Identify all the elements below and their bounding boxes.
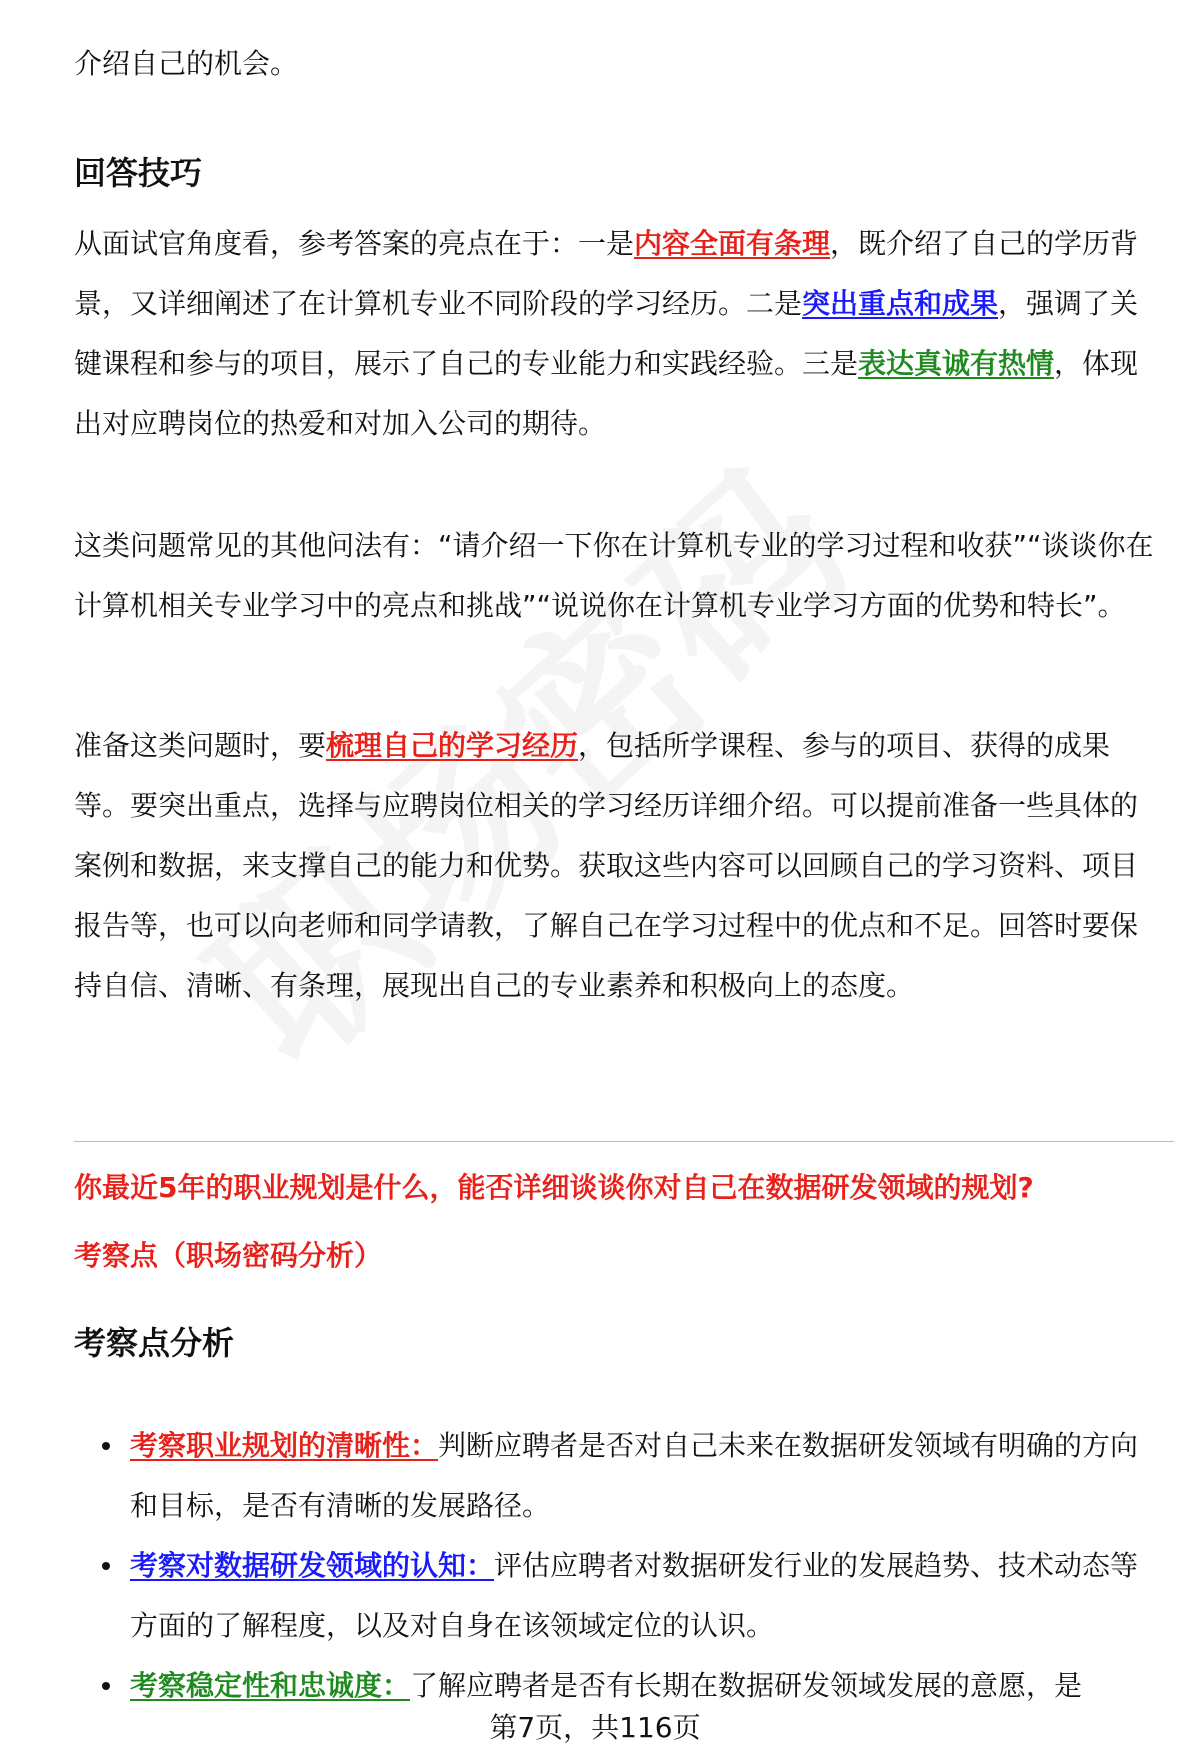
page-number-footer: 第7页，共116页 (489, 1711, 701, 1744)
paragraph-alternatives: 这类问题常见的其他问法有：“请介绍一下你在计算机专业的学习过程和收获”“谈谈你在计算机相关专业学习中的亮点和挑战”“说说你在计算机专业学习方面的优势和特长”。 (74, 529, 1154, 622)
interview-question: 你最近5年的职业规划是什么，能否详细谈谈你对自己在数据研发领域的规划? (74, 1171, 1034, 1204)
bullet-label: 考察职业规划的清晰性： (130, 1429, 439, 1462)
paragraph-preparation (74, 716, 1164, 1016)
para1-text-3: ，强调了关键课程和参与的项目，展示了自己的专业能力和实践经验。三是 (74, 287, 1139, 380)
section-title-answer-tips: 回答技巧 (74, 154, 203, 192)
para1-text-4: ，体现出对应聘岗位的热爱和对加入公司的期待。 (74, 347, 1139, 440)
para1-text-2: ，既介绍了自己的学历背景，又详细阐述了在计算机专业不同阶段的学习经历。二是 (74, 227, 1139, 320)
section-title-exam-analysis: 考察点分析 (74, 1324, 235, 1362)
exam-point-list (74, 1416, 1164, 1716)
highlight-sincere: 表达真诚有热情 (858, 347, 1055, 380)
list-item (74, 1536, 1164, 1656)
intro-tail: 介绍自己的机会。 (74, 47, 299, 80)
bullet-label: 考察对数据研发领域的认知： (130, 1549, 495, 1582)
bullet-dot (102, 1442, 110, 1450)
exam-point-label: 考察点（职场密码分析） (74, 1239, 383, 1272)
list-item (74, 1416, 1164, 1536)
para3-text-1: 准备这类问题时，要 (74, 729, 327, 762)
bullet-label: 考察稳定性和忠诚度： (130, 1669, 411, 1702)
bullet-dot (102, 1562, 110, 1570)
bullet-text: 评估应聘者对数据研发行业的发展趋势、技术动态等方面的了解程度，以及对自身在该领域定位的认识。 (130, 1549, 1139, 1642)
bullet-text: 判断应聘者是否对自己未来在数据研发领域有明确的方向和目标，是否有清晰的发展路径。 (130, 1429, 1139, 1522)
bullet-text: 了解应聘者是否有长期在数据研发领域发展的意愿，是 (410, 1669, 1083, 1702)
highlight-review-experience: 梳理自己的学习经历 (326, 729, 579, 762)
bullet-dot (102, 1682, 110, 1690)
para3-text-2: ，包括所学课程、参与的项目、获得的成果等。要突出重点，选择与应聘岗位相关的学习经历详细介绍。可以提前准备一些具体的案例和数据，来支撑自己的能力和优势。获取这些内容可以回顾自己的学习资料、项目报告等，也可以向老师和同学请教，了解自己在学习过程中的优点和不足。回答时要保持自信、清晰、有条理，展现出自己的专业素养和积极向上的态度。 (74, 729, 1139, 1002)
highlight-focus-results: 突出重点和成果 (802, 287, 999, 320)
para1-text-1: 从面试官角度看，参考答案的亮点在于：一是 (74, 227, 635, 260)
paragraph-highlights (74, 214, 1164, 454)
section-divider (74, 1141, 1174, 1142)
highlight-comprehensive: 内容全面有条理 (634, 227, 831, 260)
